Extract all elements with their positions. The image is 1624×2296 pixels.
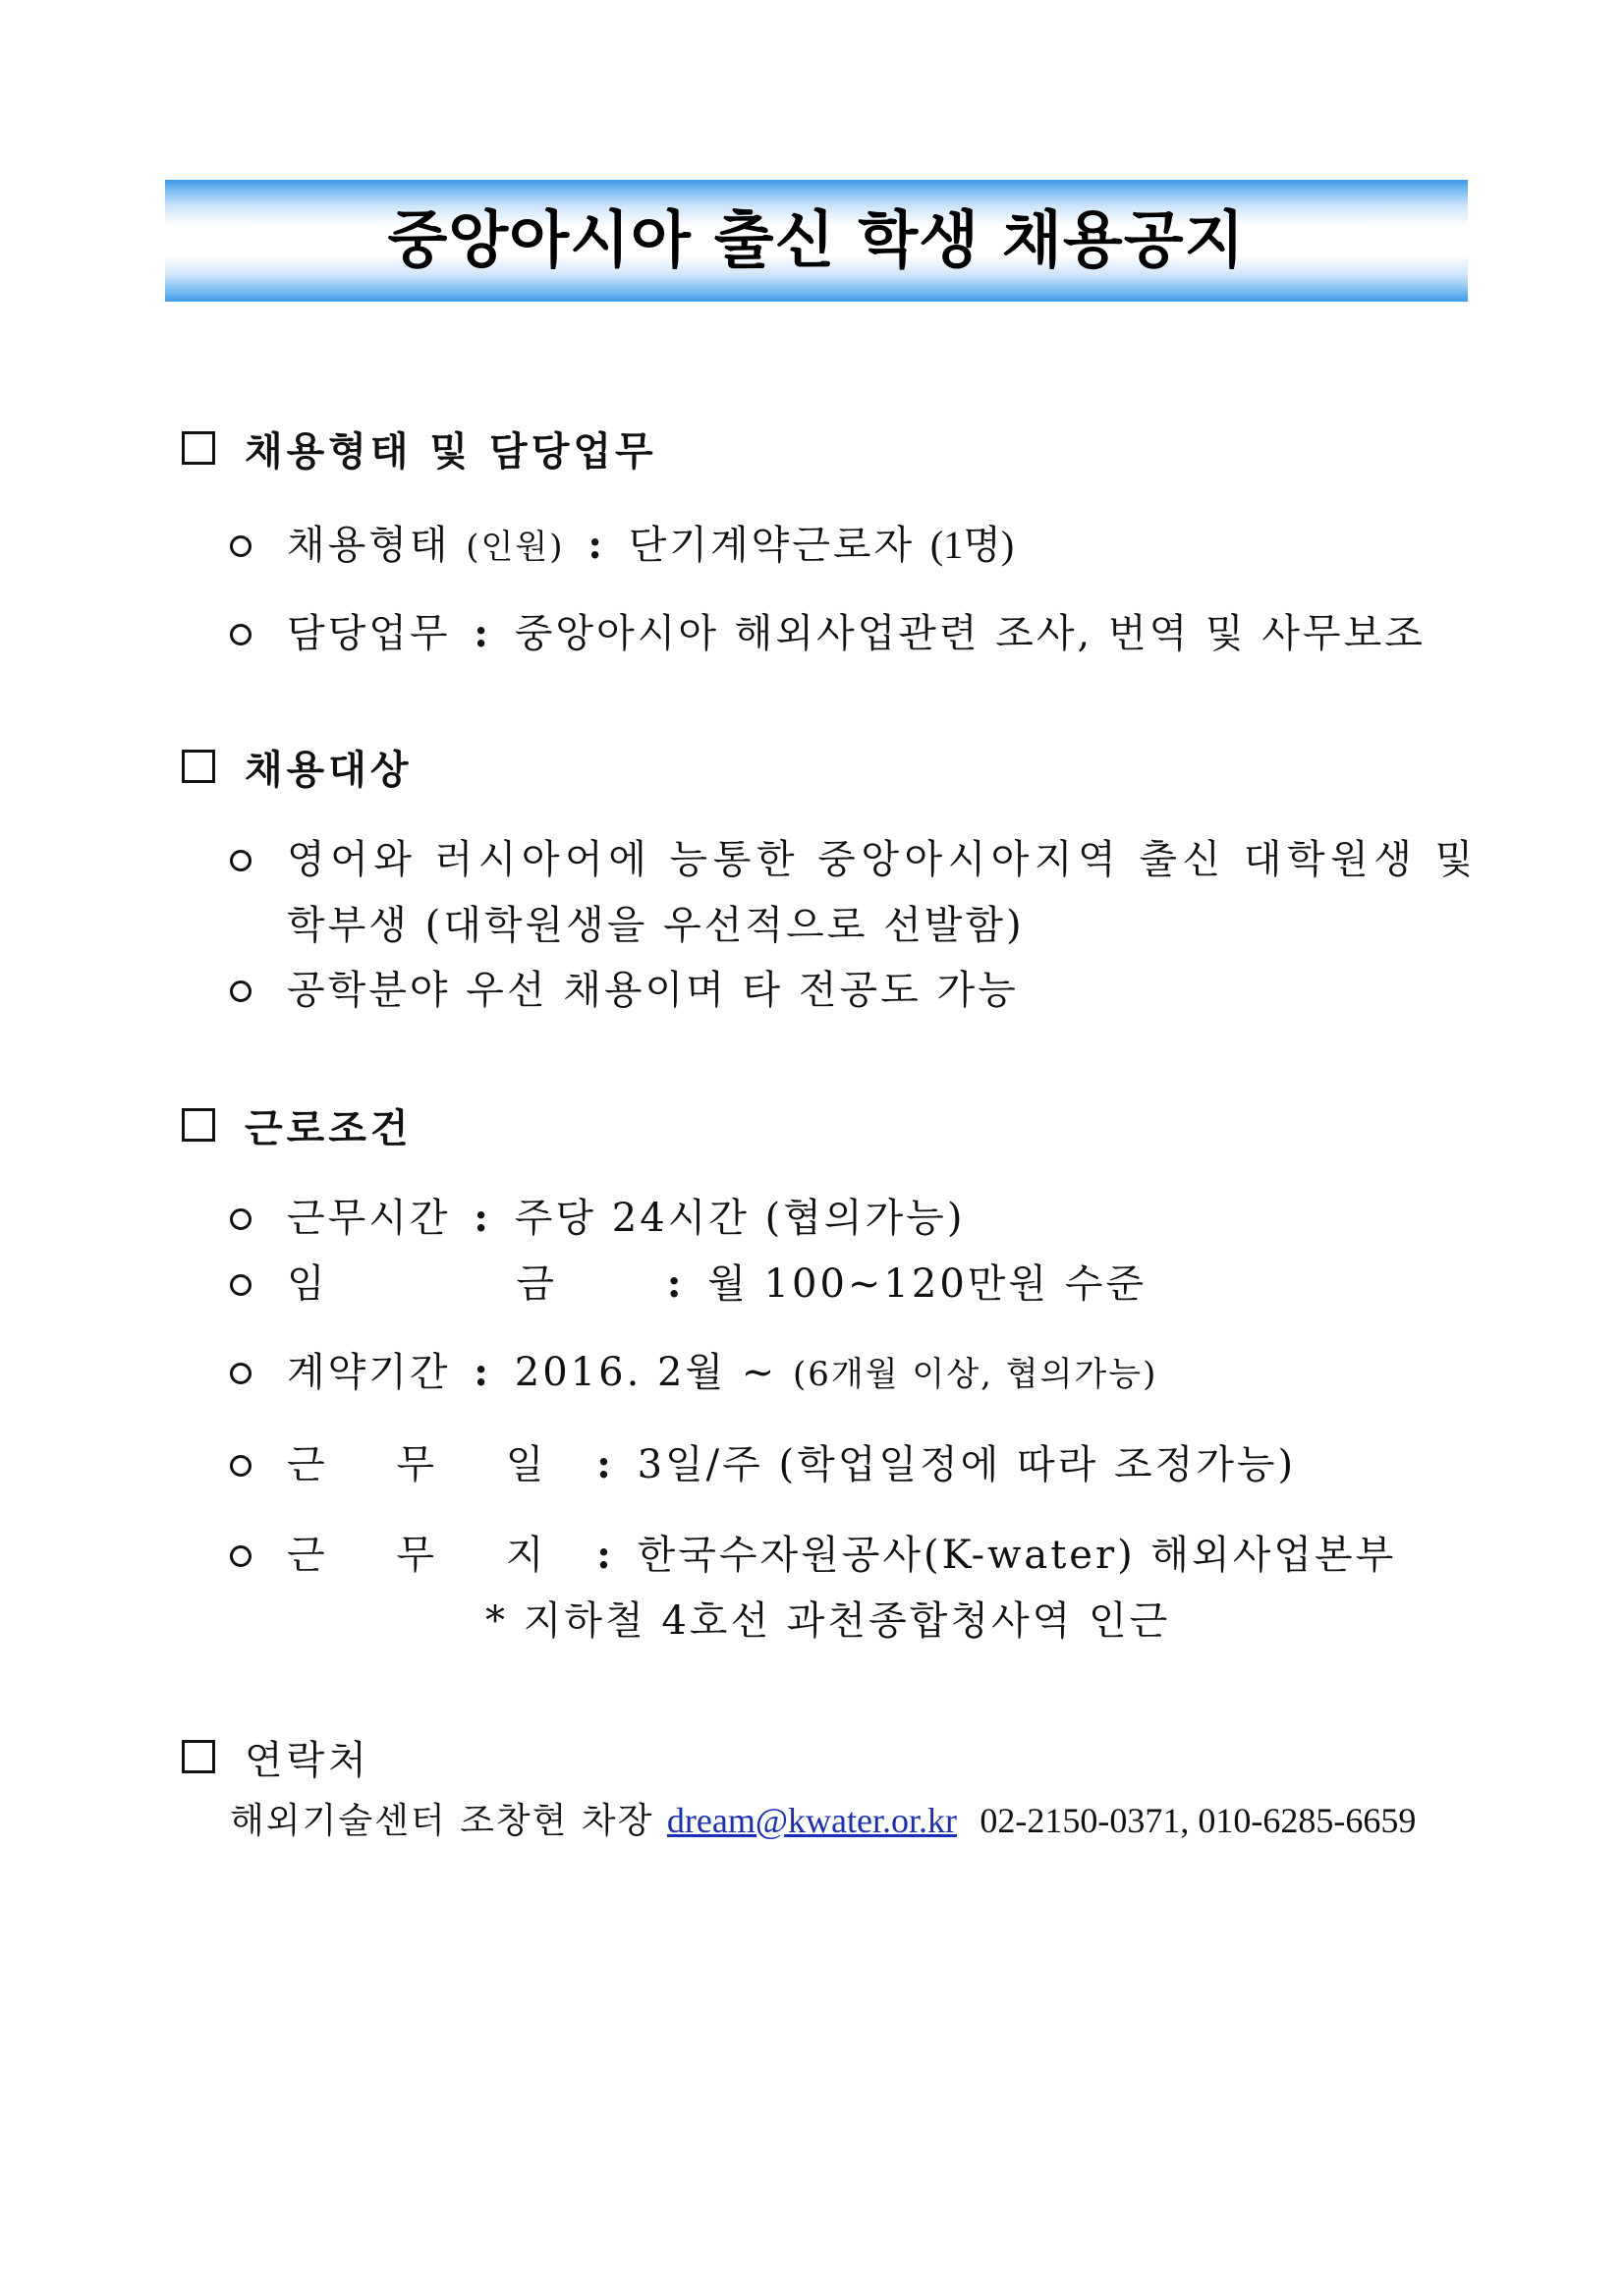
item-value: 주당 24시간 (협의가능) [514,1196,966,1241]
colon: : [596,1441,614,1487]
checkbox-icon [182,750,215,783]
item-value: 단기계약근로자 [628,523,916,568]
colon: : [474,1195,492,1241]
checkbox-icon [182,1108,215,1142]
section-heading: 채용형태 및 담당업무 [245,427,657,475]
section-heading: 연락처 [245,1737,370,1783]
bullet-circle-icon [230,980,252,1002]
email-link[interactable]: dream@kwater.or.kr [666,1801,957,1840]
section-heading: 채용대상 [245,746,413,793]
item-label: 임 금 [287,1261,644,1307]
bullet-circle-icon [230,850,252,871]
item-target-1 [230,832,1479,887]
item-target-1-continued: 학부생 (대학원생을 우선적으로 선발함) [287,903,1025,948]
item-work-days [230,1437,1296,1492]
location-note: * 지하철 4호선 과천종합청사역 인근 [485,1598,1171,1644]
item-target-2 [230,963,1019,1018]
item-label: 근 무 일 [287,1442,574,1487]
item-value: 한국수자원공사(K-water) 해외사업본부 [637,1533,1397,1578]
item-wage [230,1257,1147,1312]
item-label: 계약기간 [287,1350,451,1395]
item-working-hours [230,1191,965,1246]
item-text: 영어와 러시아어에 능통한 중앙아시아지역 출신 대학원생 및 [287,837,1479,882]
item-value: 월 100~120만원 수준 [707,1261,1148,1307]
contact-person: 해외기술센터 조창현 차장 [230,1801,654,1841]
section-employment-type [182,420,657,476]
bullet-circle-icon [230,1455,252,1477]
item-value: 3일/주 (학업일정에 따라 조정가능) [637,1442,1297,1487]
bullet-circle-icon [230,1363,252,1384]
section-contact [182,1729,370,1784]
item-contract-period [230,1345,1157,1402]
item-value: 2016. 2월 ~ [514,1350,778,1395]
checkbox-icon [182,1740,215,1773]
item-value: 중앙아시아 해외사업관련 조사, 번역 및 사무보조 [514,611,1426,656]
section-heading: 근로조건 [245,1104,413,1151]
phone-numbers: 02-2150-0371, 010-6285-6659 [980,1801,1417,1840]
colon: : [666,1260,685,1307]
bullet-circle-icon [230,1545,252,1567]
item-label: 근 무 지 [287,1533,574,1578]
item-label: 채용형태 [287,523,451,568]
checkbox-icon [182,431,215,465]
contact-line [230,1793,1416,1849]
item-value-note: (6개월 이상, 협의가능) [793,1355,1158,1394]
item-label: 담당업무 [287,611,451,656]
colon: : [474,1349,492,1395]
item-label-note: (인원) [466,528,565,567]
section-working-conditions [182,1097,413,1152]
item-work-location [230,1528,1396,1583]
page-title: 중앙아시아 출신 학생 채용공지 [387,204,1246,276]
item-duties [230,606,1426,661]
item-label: 근무시간 [287,1196,451,1241]
bullet-circle-icon [230,624,252,645]
title-banner [165,180,1468,302]
colon: : [474,610,492,656]
colon: : [596,1532,614,1578]
bullet-circle-icon [230,1274,252,1296]
item-employment-type [230,518,1014,575]
item-value-count: (1명) [929,523,1015,567]
bullet-circle-icon [230,1208,252,1230]
section-target [182,739,413,794]
item-text: 공학분야 우선 채용이며 타 전공도 가능 [287,968,1019,1013]
bullet-circle-icon [230,535,252,557]
colon: : [588,522,605,568]
